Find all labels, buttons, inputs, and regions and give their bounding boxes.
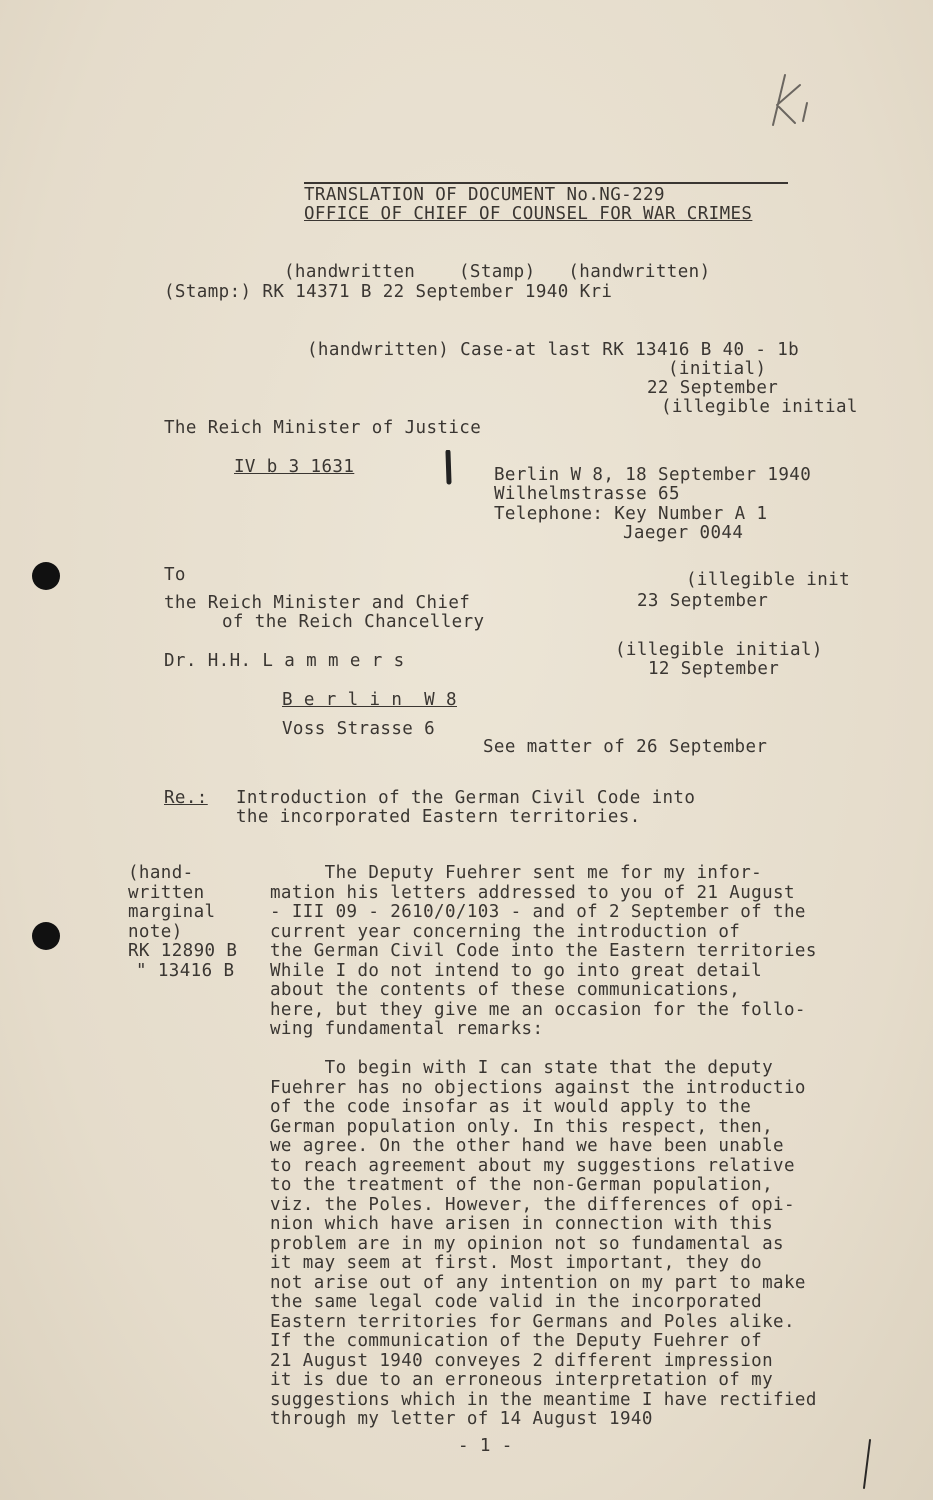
body-line: - III 09 - 2610/0/103 - and of 2 September of the [270, 902, 806, 922]
body-line: If the communication of the Deputy Fuehrer of [270, 1331, 763, 1351]
pen-stroke-mark [442, 450, 454, 486]
body-line: to reach agreement about my suggestions relative [270, 1155, 795, 1176]
margin-note-line: (hand- [128, 863, 194, 883]
handwritten-initial-mark [755, 65, 835, 145]
stamp-line-1: (handwritten (Stamp) (handwritten) [284, 262, 711, 282]
office-title: OFFICE OF CHIEF OF COUNSEL FOR WAR CRIMES [304, 204, 753, 224]
case-line-4: (illegible initial [661, 397, 858, 417]
sender-address-4: Jaeger 0044 [623, 523, 744, 543]
margin-note-line: " 13416 B [136, 960, 235, 981]
body-line: The Deputy Fuehrer sent me for my infor- [270, 863, 763, 883]
sender-title: The Reich Minister of Justice [164, 418, 482, 438]
body-line: through my letter of 14 August 1940 [270, 1409, 653, 1429]
stamp-line-2: (Stamp:) RK 14371 B 22 September 1940 Kri [164, 282, 613, 302]
recipient-to: To [164, 565, 186, 585]
body-line: to the treatment of the non-German population, [270, 1175, 774, 1195]
body-line: it is due to an erroneous interpretation of my [270, 1370, 774, 1390]
body-line: viz. the Poles. However, the differences of opi- [270, 1194, 795, 1215]
recipient-city: B e r l i n W 8 [282, 690, 457, 710]
body-line: not arise out of any intention on my part to make [270, 1272, 806, 1293]
translation-title: TRANSLATION OF DOCUMENT No.NG-229 [304, 185, 665, 205]
margin-note-line: RK 12890 B [128, 941, 238, 961]
body-line: Eastern territories for Germans and Poles alike. [270, 1311, 795, 1332]
margin-note-line: marginal [128, 902, 216, 922]
subject-line-1: Introduction of the German Civil Code into [236, 788, 696, 808]
recipient-line-2: of the Reich Chancellery [222, 612, 485, 632]
body-line: While I do not intend to go into great detail [270, 960, 763, 981]
recipient-line-1: the Reich Minister and Chief [164, 593, 471, 613]
margin-note-line: note) [128, 921, 183, 942]
margin-note-line: written [128, 882, 205, 903]
body-line: of the code insofar as it would apply to the [270, 1097, 752, 1117]
body-line: it may seem at first. Most important, they do [270, 1253, 763, 1273]
sender-address-3: Telephone: Key Number A 1 [494, 504, 768, 524]
body-line: wing fundamental remarks: [270, 1019, 544, 1039]
header-top-rule [304, 182, 788, 184]
sender-address-1: Berlin W 8, 18 September 1940 [494, 465, 812, 485]
initial-note-1: (illegible init [686, 570, 851, 590]
body-line: here, but they give me an occasion for the follo- [270, 999, 806, 1020]
body-line: suggestions which in the meantime I have rectified [270, 1389, 817, 1410]
body-line: the same legal code valid in the incorporated [270, 1292, 763, 1312]
subject-label: Re.: [164, 788, 208, 808]
body-line: German population only. In this respect, then, [270, 1116, 774, 1137]
body-line: Fuehrer has no objections against the introductio [270, 1077, 806, 1098]
body-line: problem are in my opinion not so fundamental as [270, 1233, 784, 1254]
body-line: mation his letters addressed to you of 21 August [270, 882, 795, 903]
initial-date-1: 23 September [637, 591, 769, 611]
recipient-street: Voss Strasse 6 [282, 719, 436, 739]
case-line-3: 22 September [647, 378, 779, 398]
initial-note-2: (illegible initial) [615, 640, 823, 660]
sender-address-2: Wilhelmstrasse 65 [494, 484, 680, 504]
case-line-1: (handwritten) Case-at last RK 13416 B 40 - 1b [307, 340, 800, 360]
sender-reference: IV b 3 1631 [234, 457, 355, 477]
body-line: we agree. On the other hand we have been unable [270, 1136, 784, 1156]
body-line: about the contents of these communications, [270, 980, 741, 1000]
page-number: - 1 - [458, 1436, 513, 1456]
initial-date-2: 12 September [648, 659, 780, 679]
subject-line-2: the incorporated Eastern territories. [236, 807, 641, 827]
see-matter-note: See matter of 26 September [483, 737, 768, 757]
punch-hole-top [32, 562, 60, 590]
punch-hole-bottom [32, 922, 60, 950]
body-line: To begin with I can state that the deputy [270, 1058, 774, 1078]
case-line-2: (initial) [668, 359, 767, 379]
recipient-name: Dr. H.H. L a m m e r s [164, 651, 405, 671]
body-line: nion which have arisen in connection with this [270, 1214, 774, 1234]
body-line: 21 August 1940 conveyes 2 different impression [270, 1350, 774, 1371]
body-line: the German Civil Code into the Eastern territories [270, 941, 817, 961]
body-line: current year concerning the introduction of [270, 921, 741, 942]
pencil-stroke-mark [856, 1436, 876, 1496]
